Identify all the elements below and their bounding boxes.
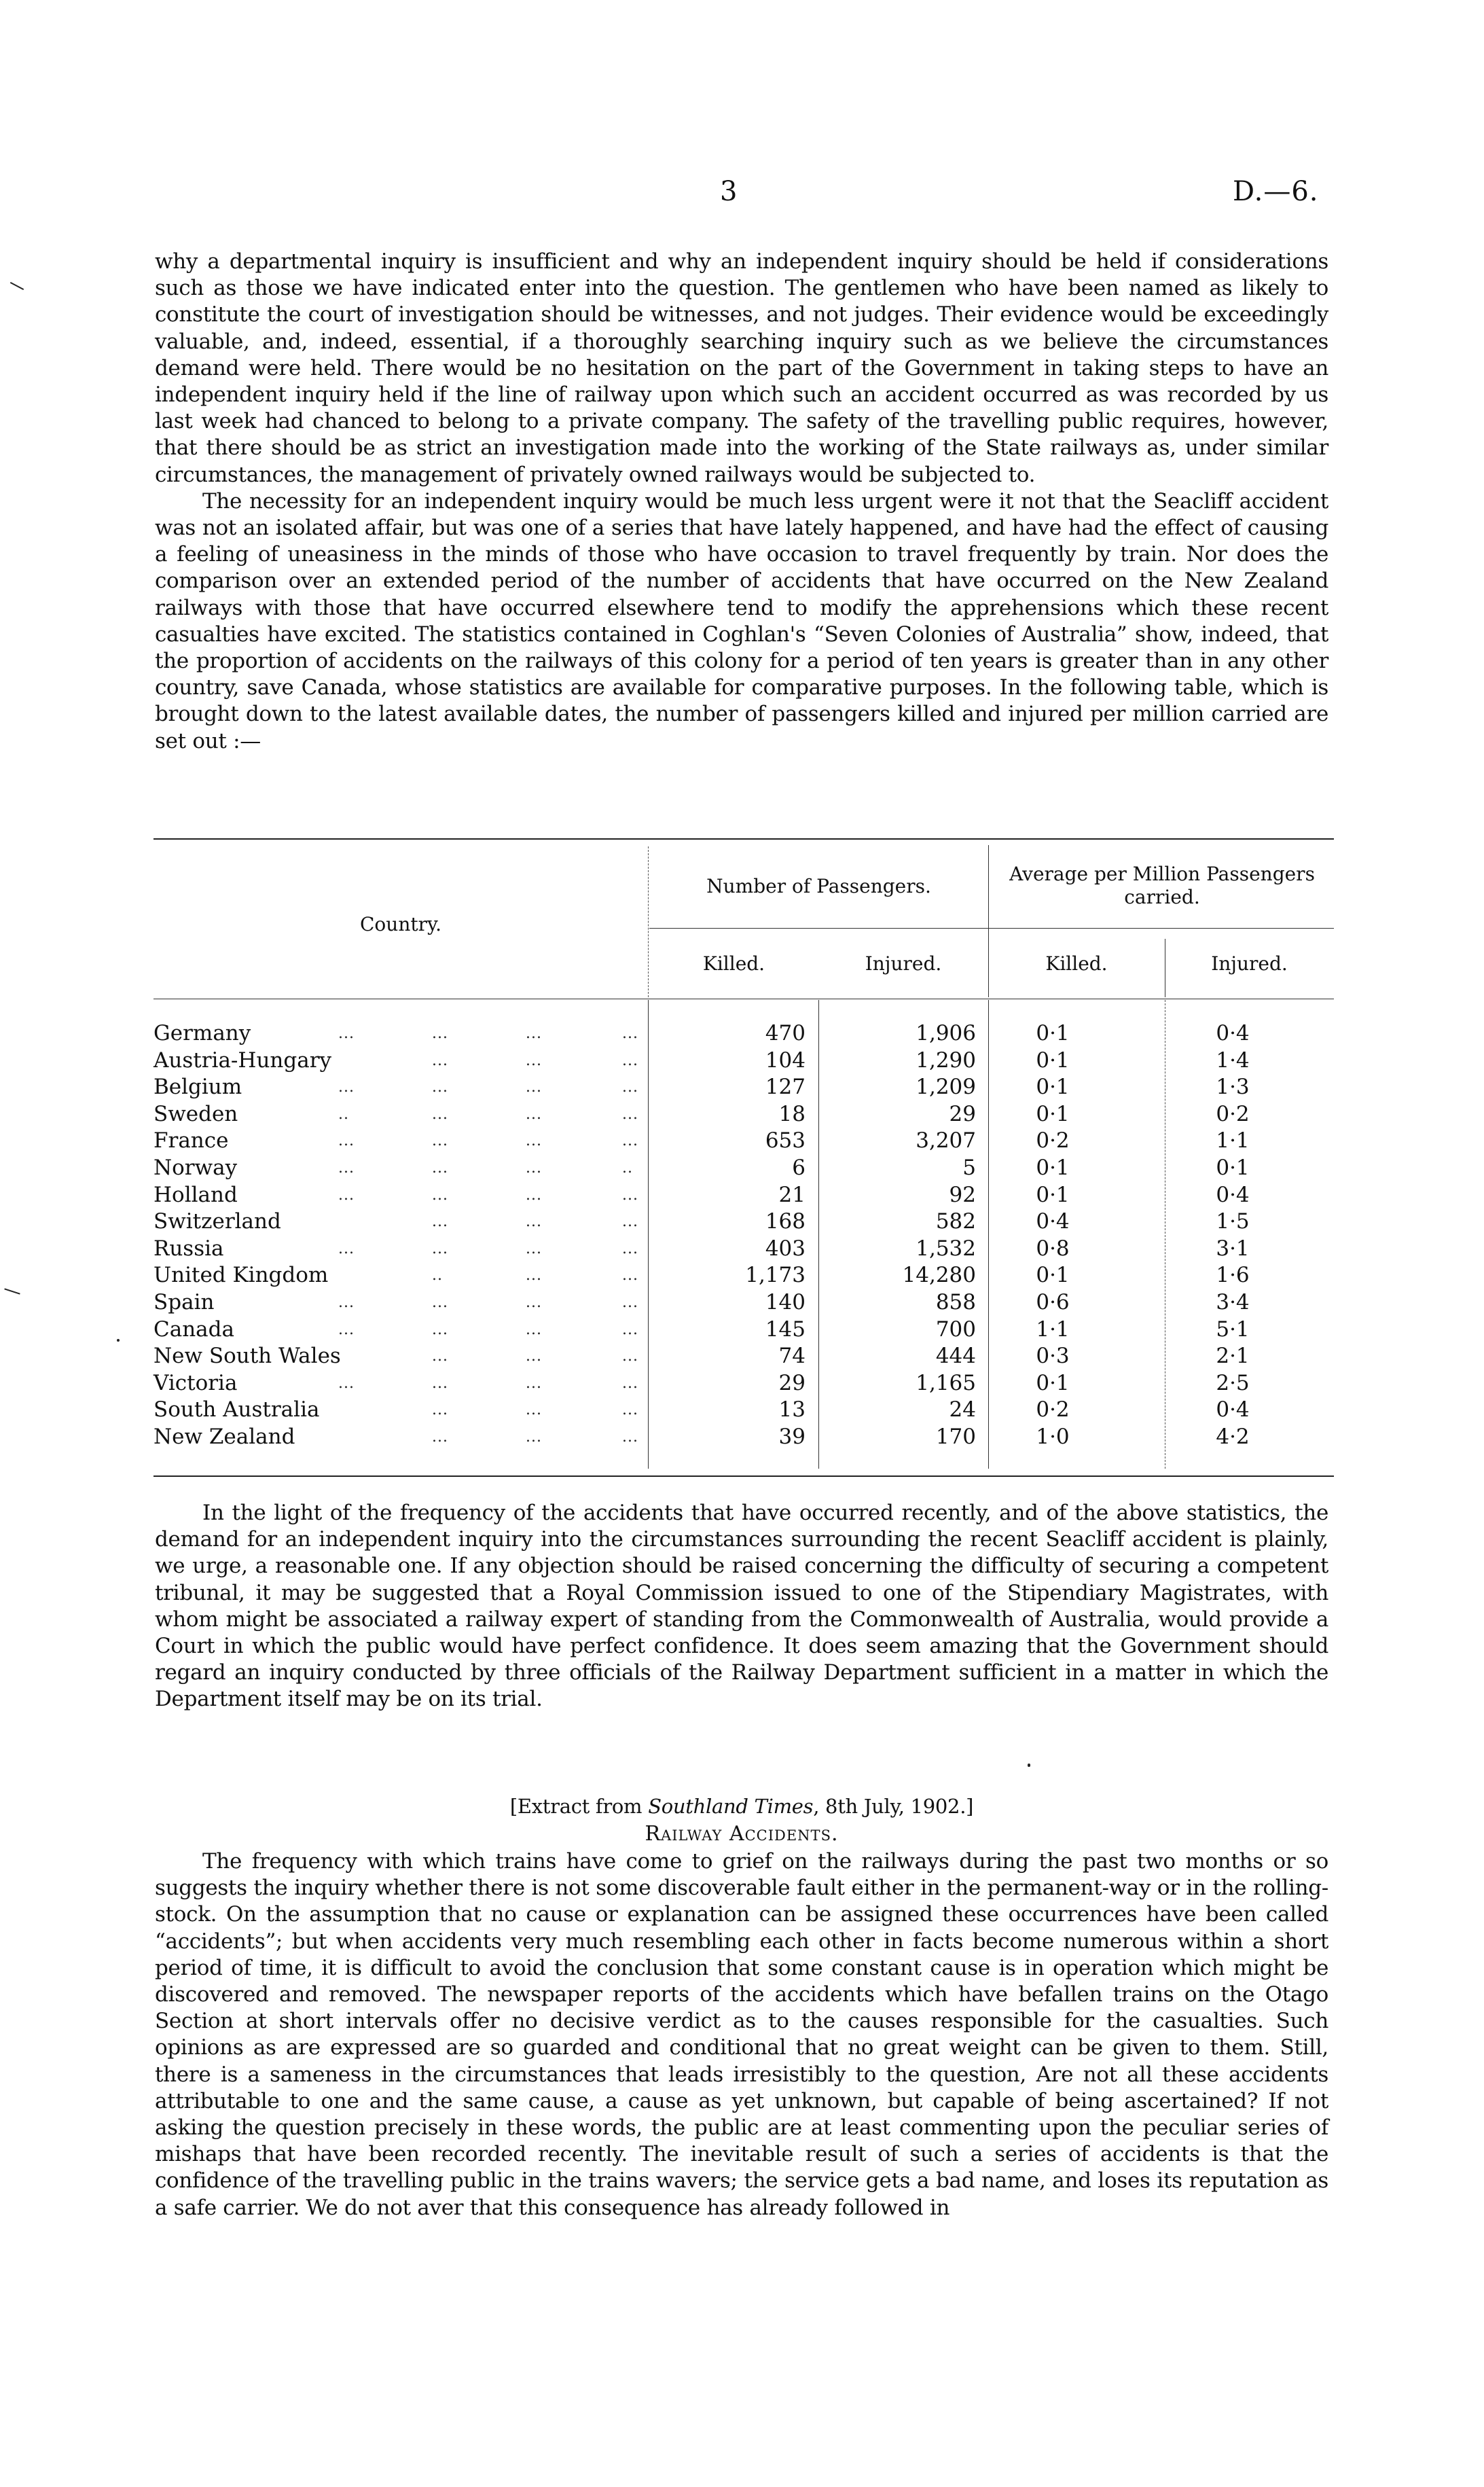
leader-dots: .. [622,1160,633,1177]
avg-killed-per-million: 0·1 [1036,1075,1070,1100]
leader-dots: ... [338,1079,355,1096]
avg-killed-per-million: 0·2 [1036,1397,1070,1423]
avg-injured-per-million: 0·2 [1216,1101,1250,1126]
country-name: Sweden [153,1101,238,1126]
table-row [153,1317,1334,1343]
avg-injured-per-million: 2·5 [1216,1370,1250,1395]
leader-dots: ... [526,1374,542,1392]
scan-mark [1028,1764,1030,1767]
leader-dots: ... [526,1105,542,1123]
leader-dots: ... [338,1160,355,1177]
extract-suffix: , 8th July, 1902.] [813,1795,974,1818]
avg-injured-per-million: 3·4 [1216,1290,1250,1314]
avg-killed-per-million: 0·1 [1036,1021,1070,1045]
extract-prefix: [Extract from [509,1795,649,1818]
avg-killed-per-million: 0·2 [1036,1128,1070,1153]
conclusion-text [155,1500,1328,1713]
header-avg-injured: Injured. [1211,952,1288,975]
leader-dots: ... [432,1374,448,1392]
avg-killed-per-million: 0·6 [1036,1290,1070,1314]
injured-count: 1,165 [916,1370,976,1395]
killed-count: 470 [765,1021,806,1045]
header-killed: Killed. [702,952,765,975]
table-row [153,1262,1334,1289]
conclusion-paragraph: In the light of the frequency of the accidents that have occurred recently, and of the above statistics, the demand for an independent inquiry into the circumstances surrounding the recent Seacliff accident is plainly, we urge, a reasonable one. If any objection should be raised concerning the difficulty of securing a competent tribunal, it may be suggested that a Royal Commission issued to one of the Stipendiary Magistrates, with whom might be associated a railway expert of standing from the Commonwealth of Australia, would provide a Court in which the public would have perfect confidence. It does seem amazing that the Government should regard an inquiry conducted by three officials of the Railway Department sufficient in a matter in which the Department itself may be on its trial. [155,1501,1328,1712]
leader-dots: ... [526,1132,542,1150]
injured-count: 3,207 [916,1128,976,1153]
avg-injured-per-million: 0·4 [1216,1397,1250,1423]
extract-source: Southland Times [648,1795,814,1818]
country-name: South Australia [153,1397,320,1423]
leader-dots: ... [338,1186,355,1204]
table-row [153,1343,1334,1370]
leader-dots: ... [432,1294,448,1311]
injured-count: 24 [949,1397,976,1423]
injured-count: 1,290 [916,1048,976,1073]
country-name: New South Wales [153,1344,341,1369]
killed-count: 21 [778,1182,806,1207]
extract-paragraph: The frequency with which trains have come to grief on the railways during the past two months or so suggests the inquiry whether there is not some discoverable fault either in the permanent-way or in the rolling-stock. On the assumption that no cause or explanation can be assigned these occurrences have been called “accidents”; but when accidents very much resembling each other in facts become numerous within a short period of time, it is difficult to avoid the conclusion that some constant cause is in operation which might be discovered and removed. The newspaper reports of the accidents which have befallen trains on the Otago Section at short intervals offer no decisive verdict as to the causes responsible for the casualties. Such opinions as are expressed are so guarded and conditional that no great weight can be given to them. Still, there is a sameness in the circumstances that leads irresistibly to the question, Are not all these accidents attributable to one and the same cause, a cause as yet unknown, but capable of being ascertained? If not asking the question precisely in these words, the public are at least commenting upon the peculiar series of mishaps that have been recorded recently. The inevitable result of such a series of accidents is that the confidence of the travelling public in the trains wavers; the service gets a bad name, and loses its reputation as a safe carrier. We do not aver that this consequence has already followed in [155,1849,1328,2220]
leader-dots: ... [526,1052,542,1069]
leader-dots: ... [526,1429,542,1446]
country-name: New Zealand [153,1425,295,1449]
avg-killed-per-million: 0·8 [1036,1236,1070,1261]
table-bottom-rule [153,1475,1334,1477]
table-row [153,1155,1334,1181]
leader-dots: ... [432,1401,448,1419]
table-row [153,1370,1334,1397]
leader-dots: ... [526,1348,542,1365]
table-row [153,1236,1334,1262]
country-name: France [153,1128,229,1153]
leader-dots: ... [622,1429,638,1446]
table-row [153,1048,1334,1074]
scan-mark [4,1288,20,1294]
killed-count: 18 [778,1101,806,1126]
col-divider [648,846,649,997]
injured-count: 5 [962,1156,976,1180]
scan-mark [10,282,24,290]
leader-dots: ... [338,1132,355,1150]
leader-dots: ... [622,1348,638,1365]
killed-count: 13 [778,1397,806,1423]
leader-dots: ... [622,1105,638,1123]
injured-count: 29 [949,1101,976,1126]
intro-text [155,249,1328,755]
leader-dots: ... [622,1240,638,1257]
intro-paragraph-1: why a departmental inquiry is insufficient and why an independent inquiry should be held if considerations such as those we have indicated enter into the question. The gentlemen who have been named as likely to constitute the court of investigation should be witnesses, and not judges. Their evidence would be exceedingly valuable, and, indeed, essential, if a thoroughly searching inquiry such as we believe the circumstances demand were held. There would be no hesitation on the part of the Government in taking steps to have an independent inquiry held if the line of railway upon which such an accident occurred as was recorded by us last week had chanced to belong to a private company. The safety of the travelling public requires, however, that there should be as strict an investigation made into the working of the State railways as, under similar circumstances, the management of privately owned railways would be subjected to. [155,249,1328,487]
avg-killed-per-million: 0·1 [1036,1101,1070,1126]
killed-count: 168 [765,1209,806,1234]
leader-dots: ... [622,1132,638,1150]
injured-count: 1,906 [916,1021,976,1045]
country-name: Spain [153,1290,215,1314]
avg-killed-per-million: 0·1 [1036,1048,1070,1073]
header-average-per-million: Average per Million Passengers carried. [1009,863,1315,908]
leader-dots: ... [622,1186,638,1204]
extract-section [155,1793,1328,2221]
injured-count: 1,209 [916,1075,976,1100]
avg-injured-per-million: 4·2 [1216,1425,1250,1449]
country-name: Norway [153,1156,238,1180]
leader-dots: ... [432,1186,448,1204]
table-row [153,1209,1334,1235]
avg-injured-per-million: 0·4 [1216,1182,1250,1207]
leader-dots: ... [526,1294,542,1311]
leader-dots: ... [338,1294,355,1311]
avg-injured-per-million: 0·1 [1216,1156,1250,1180]
avg-injured-per-million: 1·3 [1216,1075,1250,1100]
scan-mark [117,1339,120,1342]
header-number-of-passengers: Number of Passengers. [706,875,931,897]
leader-dots: ... [338,1321,355,1338]
leader-dots: ... [432,1052,448,1069]
country-name: Russia [153,1236,224,1261]
leader-dots: ... [432,1105,448,1123]
injured-count: 1,532 [916,1236,976,1261]
leader-dots: ... [622,1267,638,1285]
leader-dots: ... [622,1213,638,1231]
document-reference: D.—6. [1233,176,1319,207]
avg-injured-per-million: 5·1 [1216,1317,1250,1342]
injured-count: 582 [935,1209,976,1234]
table-row [153,1101,1334,1128]
leader-dots: .. [338,1105,349,1123]
avg-injured-per-million: 0·4 [1216,1021,1250,1045]
avg-injured-per-million: 2·1 [1216,1344,1250,1369]
table-row [153,1424,1334,1450]
extract-citation [155,1793,1328,1820]
leader-dots: ... [526,1240,542,1257]
injured-count: 14,280 [902,1263,976,1288]
leader-dots: ... [526,1025,542,1042]
leader-dots: ... [432,1213,448,1231]
table-row [153,1182,1334,1209]
injured-count: 444 [935,1344,976,1369]
killed-count: 145 [765,1317,806,1342]
leader-dots: ... [432,1429,448,1446]
leader-dots: ... [526,1401,542,1419]
leader-dots: ... [338,1025,355,1042]
country-name: United Kingdom [153,1263,329,1288]
table-row [153,1074,1334,1101]
avg-killed-per-million: 0·1 [1036,1370,1070,1395]
table-row [153,1020,1334,1047]
accident-statistics-table [153,837,1334,1480]
killed-count: 127 [765,1075,806,1100]
leader-dots: ... [338,1240,355,1257]
leader-dots: ... [432,1025,448,1042]
avg-injured-per-million: 1·5 [1216,1209,1250,1234]
avg-killed-per-million: 0·1 [1036,1156,1070,1180]
country-name: Canada [153,1317,234,1342]
avg-killed-per-million: 1·0 [1036,1425,1070,1449]
killed-count: 39 [778,1425,806,1449]
leader-dots: ... [526,1213,542,1231]
leader-dots: ... [526,1186,542,1204]
killed-count: 140 [765,1290,806,1314]
avg-injured-per-million: 1·6 [1216,1263,1250,1288]
country-name: Holland [153,1182,238,1207]
leader-dots: ... [432,1321,448,1338]
leader-dots: ... [622,1321,638,1338]
killed-count: 403 [765,1236,806,1261]
avg-killed-per-million: 0·1 [1036,1263,1070,1288]
avg-killed-per-million: 1·1 [1036,1317,1070,1342]
leader-dots: ... [622,1374,638,1392]
killed-count: 29 [778,1370,806,1395]
country-name: Belgium [153,1075,242,1100]
page-number: 3 [720,176,738,207]
table-row [153,1397,1334,1423]
country-name: Austria-Hungary [153,1048,332,1073]
leader-dots: ... [432,1079,448,1096]
avg-injured-per-million: 1·4 [1216,1048,1250,1073]
killed-count: 1,173 [745,1263,806,1288]
table-top-rule [153,838,1334,840]
avg-injured-per-million: 3·1 [1216,1236,1250,1261]
killed-count: 104 [765,1048,806,1073]
injured-count: 700 [935,1317,976,1342]
leader-dots: ... [622,1052,638,1069]
table-row [153,1128,1334,1154]
intro-paragraph-2: The necessity for an independent inquiry would be much less urgent were it not that the Seacliff accident was not an isolated affair, but was one of a series that have lately happened, and have had the effect of causing a feeling of uneasiness in the minds of those who have occasion to travel frequently by train. Nor does the comparison over an extended period of the number of accidents that have occurred on the New Zealand railways with those that have occurred elsewhere tend to modify the apprehensions which these recent casualties have excited. The statistics contained in Coghlan's “Seven Colonies of Australia” show, indeed, that the proportion of accidents on the railways of this colony for a period of ten years is greater than in any other country, save Canada, whose statistics are available for comparative purposes. In the following table, which is brought down to the latest available dates, the number of passengers killed and injured per million carried are set out :— [155,488,1328,753]
avg-killed-per-million: 0·3 [1036,1344,1070,1369]
leader-dots: ... [338,1374,355,1392]
country-name: Germany [153,1021,251,1045]
leader-dots: .. [432,1267,443,1285]
table-subheader-rule [649,928,1334,929]
leader-dots: ... [622,1079,638,1096]
leader-dots: ... [432,1160,448,1177]
leader-dots: ... [622,1401,638,1419]
header-country: Country. [360,913,441,935]
avg-injured-per-million: 1·1 [1216,1128,1250,1153]
killed-count: 6 [792,1156,806,1180]
leader-dots: ... [526,1321,542,1338]
leader-dots: ... [526,1079,542,1096]
injured-count: 858 [935,1290,976,1314]
extract-title: Railway Accidents. [645,1822,839,1846]
leader-dots: ... [622,1025,638,1042]
header-injured: Injured. [865,952,942,975]
killed-count: 653 [765,1128,806,1153]
leader-dots: ... [526,1267,542,1285]
country-name: Victoria [153,1370,238,1395]
killed-count: 74 [778,1344,806,1369]
injured-count: 92 [949,1182,976,1207]
injured-count: 170 [935,1425,976,1449]
avg-killed-per-million: 0·4 [1036,1209,1070,1234]
avg-killed-per-million: 0·1 [1036,1182,1070,1207]
table-row [153,1289,1334,1316]
leader-dots: ... [432,1240,448,1257]
header-avg-killed: Killed. [1045,952,1108,975]
leader-dots: ... [526,1160,542,1177]
country-name: Switzerland [153,1209,281,1234]
leader-dots: ... [622,1294,638,1311]
leader-dots: ... [432,1348,448,1365]
leader-dots: ... [432,1132,448,1150]
